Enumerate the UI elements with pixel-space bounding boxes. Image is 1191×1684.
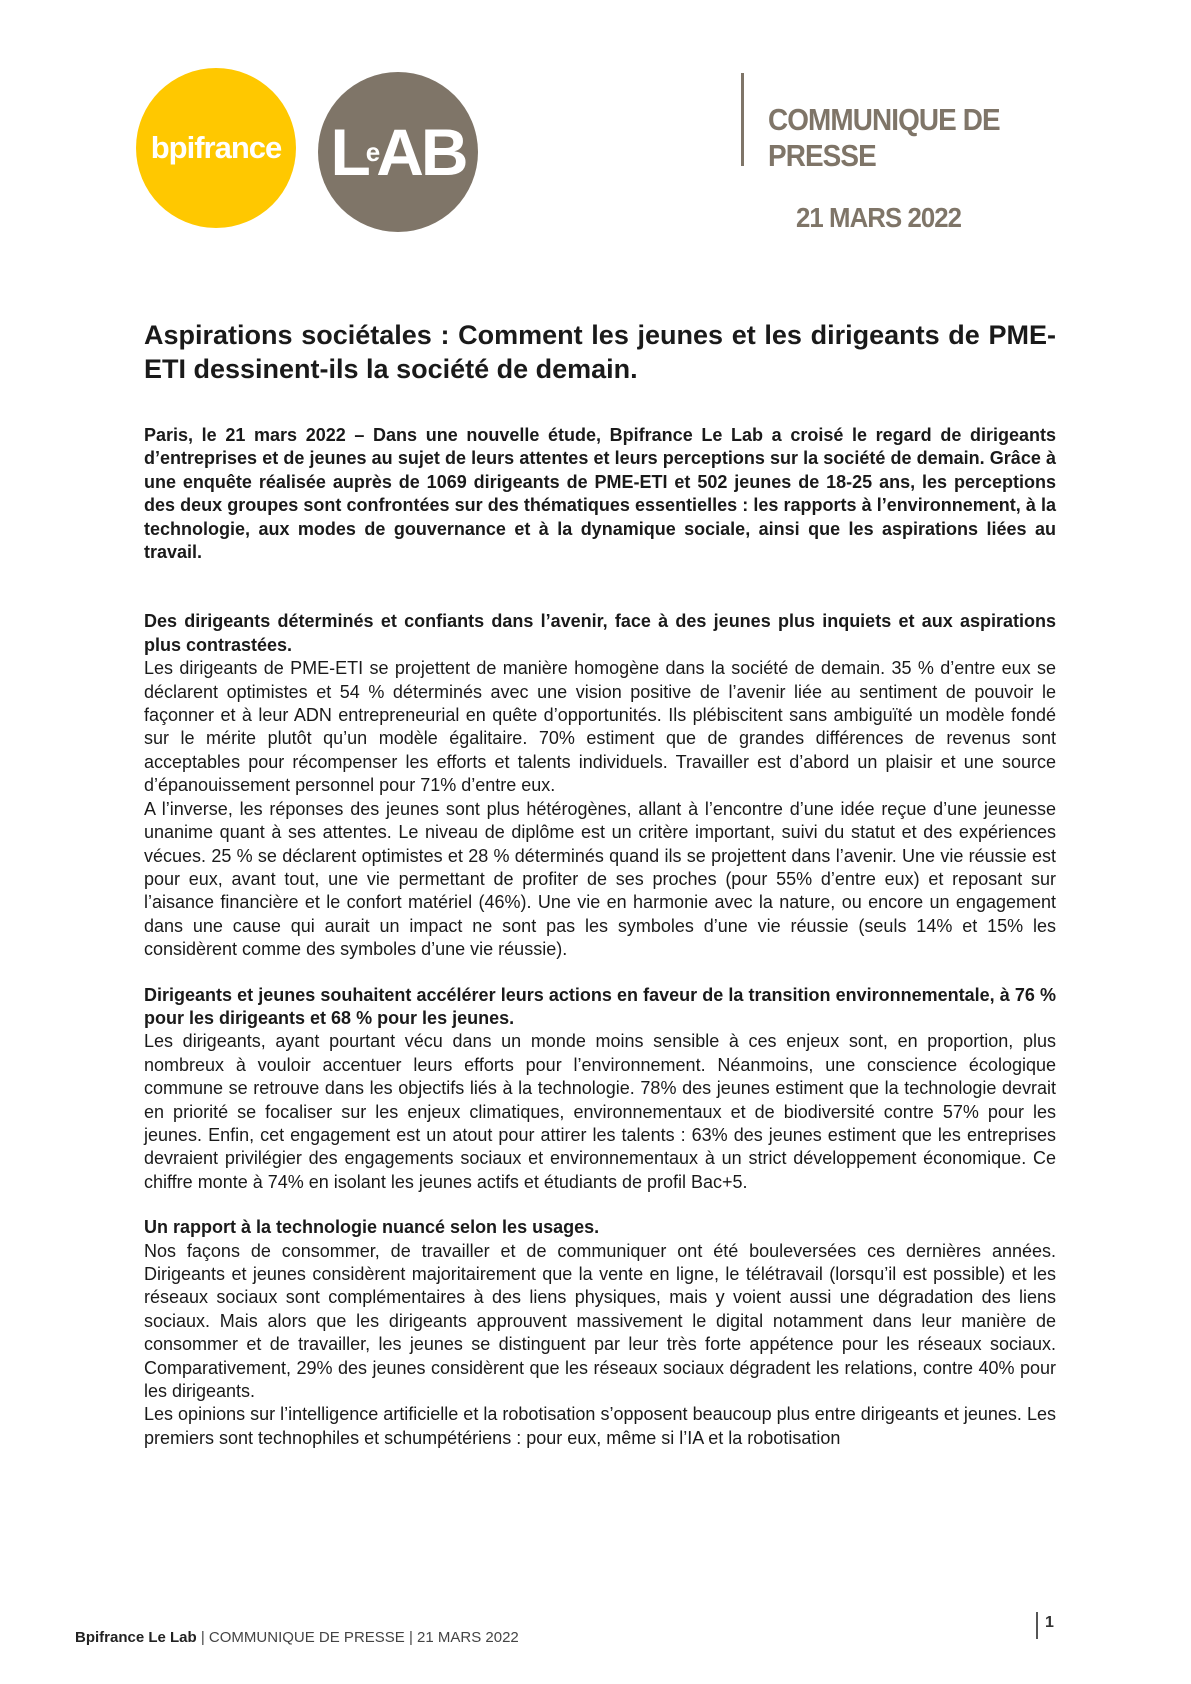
press-release-heading: COMMUNIQUE DE PRESSE: [768, 102, 1000, 173]
page-number: 1: [1045, 1614, 1054, 1631]
article-title: Aspirations sociétales : Comment les jeunes et les dirigeants de PME-ETI dessinent-ils la société de demain.: [144, 320, 1056, 384]
footer-text: | COMMUNIQUE DE PRESSE | 21 MARS 2022: [196, 1629, 519, 1646]
article-lead: Paris, le 21 mars 2022 – Dans une nouvelle étude, Bpifrance Le Lab a croisé le regard de dirigeants d’entreprises et de jeunes au sujet de leurs attentes et leurs perceptions sur la société de demain. Grâce à une enquête réalisée auprès de 1069 dirigeants de PME-ETI et 502 jeunes de 18-25 ans, les perceptions des deux groupes sont confrontées sur des thématiques essentielles : les rapports à l’environnement, à la technologie, aux modes de gouvernance et à la dynamique sociale, ainsi que les aspirations liées au travail.: [144, 425, 1056, 563]
spacer: [144, 962, 1056, 984]
page-footer: [75, 1629, 519, 1646]
section-2-paragraph-1: Les dirigeants, ayant pourtant vécu dans un monde moins sensible à ces enjeux sont, en proportion, plus nombreux à vouloir accentuer leurs efforts pour l’environnement. Néanmoins, une conscience écologique commune se retrouve dans les objectifs liés à la technologie. 78% des jeunes estiment que la technologie devrait en priorité se focaliser sur les enjeux climatiques, environnementaux et de biodiversité contre 57% pour les jeunes. Enfin, cet engagement est un atout pour attirer les talents : 63% des jeunes estiment que les entreprises devraient privilégier des engagements sociaux et environnementaux à un strict développement économique. Ce chiffre monte à 74% en isolant les jeunes actifs et étudiants de profil Bac+5.: [144, 1031, 1056, 1192]
section-3-paragraph-1: Nos façons de consommer, de travailler et de communiquer ont été bouleversées ces dernières années. Dirigeants et jeunes considèrent majoritairement que la vente en ligne, le télétravail (lorsqu’il est possible) et les réseaux sociaux sont complémentaires à des liens physiques, mais y voient aussi une dégradation des liens sociaux. Mais alors que les dirigeants approuvent massivement le digital notamment dans leur manière de consommer et de travailler, les jeunes se distinguent par leur très forte appétence pour les réseaux sociaux. Comparativement, 29% des jeunes considèrent que les réseaux sociaux dégradent les relations, contre 40% pour les dirigeants.: [144, 1240, 1056, 1402]
le-lab-logo-e: e: [365, 136, 381, 167]
footer-brand: Bpifrance Le Lab: [75, 1629, 197, 1646]
le-lab-logo: [318, 72, 478, 232]
header-divider: [741, 73, 744, 166]
section-2-heading: Dirigeants et jeunes souhaitent accélérer leurs actions en faveur de la transition environnementale, à 76 % pour les dirigeants et 68 % pour les jeunes.: [144, 984, 1056, 1028]
article-body: [144, 318, 1056, 1450]
press-release-date: 21 MARS 2022: [796, 202, 962, 233]
le-lab-logo-ab: AB: [376, 115, 466, 189]
section-1-heading: Des dirigeants déterminés et confiants dans l’avenir, face à des jeunes plus inquiets et aux aspirations plus contrastées.: [144, 611, 1056, 655]
section-1-paragraph-1: Les dirigeants de PME-ETI se projettent de manière homogène dans la société de demain. 35 % d’entre eux se déclarent optimistes et 54 % déterminés avec une vision positive de l’avenir liée au sentiment de pouvoir le façonner et à leur ADN entrepreneurial en quête d’opportunités. Ils plébiscitent sans ambiguïté un modèle fondé sur le mérite plutôt qu’un modèle égalitaire. 70% estiment que de grandes différences de revenus sont acceptables pour récompenser les efforts et talents individuels. Travailler est d’abord un plaisir et une source d’épanouissement personnel pour 71% d’entre eux.: [144, 658, 1056, 796]
bpifrance-logo: [136, 68, 296, 228]
footer-divider: [1036, 1612, 1038, 1639]
bpifrance-logo-text: bpifrance: [150, 130, 282, 165]
section-3-heading: Un rapport à la technologie nuancé selon les usages.: [144, 1217, 600, 1238]
spacer: [144, 1194, 1056, 1216]
section-3-paragraph-2: Les opinions sur l’intelligence artificielle et la robotisation s’opposent beaucoup plus entre dirigeants et jeunes. Les premiers sont technophiles et schumpétériens : pour eux, même si l’IA et la robotisation: [144, 1404, 1056, 1448]
le-lab-logo-l: L: [330, 115, 368, 189]
section-1-paragraph-2: A l’inverse, les réponses des jeunes sont plus hétérogènes, allant à l’encontre d’une idée reçue d’une jeunesse unanime quant à ses attentes. Le niveau de diplôme est un critère important, suivi du statut et des expériences vécues. 25 % se déclarent optimistes et 28 % déterminés quand ils se projettent dans l’avenir. Une vie réussie est pour eux, avant tout, une vie permettant de profiter de ses proches (pour 55% d’entre eux) et reposant sur l’aisance financière et le confort matériel (46%). Une vie en harmonie avec la nature, ou encore un engagement dans une cause qui aurait un impact ne sont pas les symboles d’une vie réussie (seuls 14% et 15% les considèrent comme des symboles d’une vie réussie).: [144, 798, 1056, 960]
